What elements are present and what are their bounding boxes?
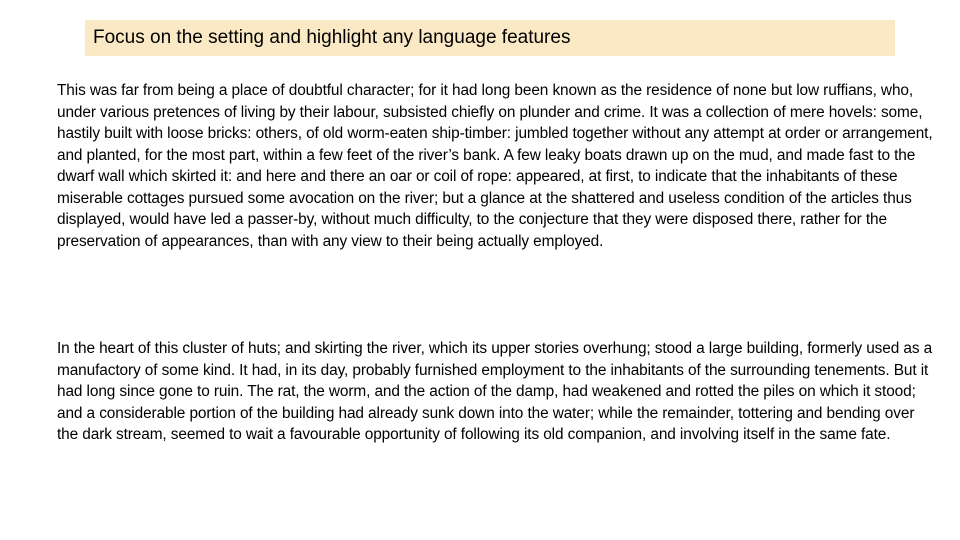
slide-title: Focus on the setting and highlight any language features [93,27,571,48]
slide-title-box [85,20,895,56]
extract-paragraph-1: This was far from being a place of doubtful character; for it had long been known as the residence of none but low ruffians, who, under various pretences of living by their labour, subsisted chiefly on plunder and crime. It was a collection of mere hovels: some, hastily built with loose bricks: others, of old worm-eaten ship-timber: jumbled together without any attempt at order or arrangement, and planted, for the most part, within a few feet of the river’s bank. A few leaky boats drawn up on the mud, and made fast to the dwarf wall which skirted it: and here and there an oar or coil of rope: appeared, at first, to indicate that the inhabitants of these miserable cottages pursued some avocation on the river; but a glance at the shattered and useless condition of the articles thus displayed, would have led a passer-by, without much difficulty, to the conjecture that they were disposed there, rather for the preservation of appearances, than with any view to their being actually employed. [57,82,933,250]
extract-paragraph-2: In the heart of this cluster of huts; and skirting the river, which its upper stories overhung; stood a large building, formerly used as a manufactory of some kind. It had, in its day, probably furnished employment to the inhabitants of the surrounding tenements. But it had long since gone to ruin. The rat, the worm, and the action of the damp, had weakened and rotted the piles on which it stood; and a considerable portion of the building had already sunk down into the water; while the remainder, tottering and bending over the dark stream, seemed to wait a favourable opportunity of following its old companion, and involving itself in the same fate. [57,340,933,443]
